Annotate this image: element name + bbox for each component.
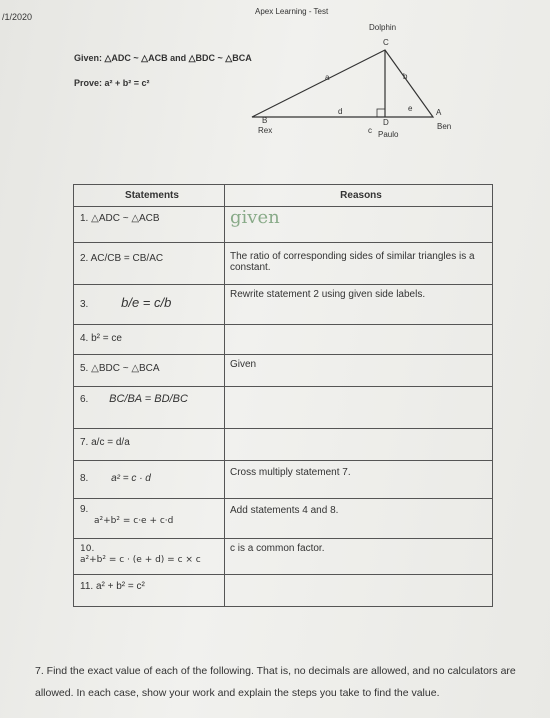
table-row: 1. △ADC ~ △ACB given [74,207,493,243]
label-dolphin: Dolphin [369,23,397,32]
table-row: 10. a²+b² = c · (e + d) = c × c c is a common factor. [74,539,493,575]
statement-8: a² = c · d [111,473,151,484]
table-row: 4. b² = ce [74,325,493,355]
label-A: A [436,108,442,117]
reason-3: Rewrite statement 2 using given side labels. [230,289,426,300]
reasons-header: Reasons [225,185,493,207]
label-rex: Rex [258,126,273,135]
label-B: B [262,116,268,125]
table-row: 2. AC/CB = CB/AC The ratio of corresponding sides of similar triangles is a constant. [74,243,493,285]
table-row: 7. a/c = d/a [74,429,493,461]
label-paulo: Paulo [378,130,399,139]
table-row: 11. a² + b² = c² [74,575,493,607]
reason-5: Given [230,359,257,370]
reason-8: Cross multiply statement 7. [230,467,351,478]
table-row: 6. BC/BA = BD/BC [74,387,493,429]
table-row: 3. b/e = c/b Rewrite statement 2 using given side labels. [74,285,493,325]
proof-table [73,184,493,607]
statement-1: △ADC ~ △ACB [91,213,160,224]
statement-2: AC/CB = CB/AC [90,253,164,264]
reason-1-handwritten: given [230,207,280,228]
table-row: 8. a² = c · d Cross multiply statement 7. [74,461,493,499]
table-row: 5. △BDC ~ △BCA Given [74,355,493,387]
statement-6: BC/BA = BD/BC [109,393,188,405]
label-ben: Ben [437,122,452,131]
reason-9: Add statements 4 and 8. [230,505,339,516]
statements-header: Statements [74,185,225,207]
label-d: d [338,107,343,116]
question-7-text: 7. Find the exact value of each of the following. That is, no decimals are allowed, and no calculators are allowed. In each case, show your work and explain the steps you take to find the value. [35,665,516,699]
label-D: D [383,118,389,127]
triangle-diagram [240,40,440,140]
reason-10: c is a common factor. [230,543,325,554]
statement-9-handwritten: a²+b² = c·e + c·d [94,516,174,526]
label-c-side: c [368,126,372,135]
label-b: b [403,72,408,81]
label-c-vertex: C [383,38,389,47]
statement-7: a/c = d/a [91,437,130,448]
header-title: Apex Learning - Test [255,7,329,16]
table-row: 9. a²+b² = c·e + c·d Add statements 4 and 8. [74,499,493,539]
reason-2: The ratio of corresponding sides of similar triangles is a constant. [230,251,475,273]
statement-5: △BDC ~ △BCA [91,363,160,374]
statement-4: b² = ce [91,333,122,344]
statement-3: b/e = c/b [121,295,172,310]
statement-11: a² + b² = c² [95,581,145,592]
label-e: e [408,104,413,113]
header-date: /1/2020 [2,12,33,22]
prove-statement: Prove: a² + b² = c² [74,78,150,88]
statement-10-handwritten: a²+b² = c · (e + d) = c × c [80,555,201,565]
given-statement: Given: △ADC ~ △ACB and △BDC ~ △BCA [74,53,252,63]
label-a: a [325,73,330,82]
